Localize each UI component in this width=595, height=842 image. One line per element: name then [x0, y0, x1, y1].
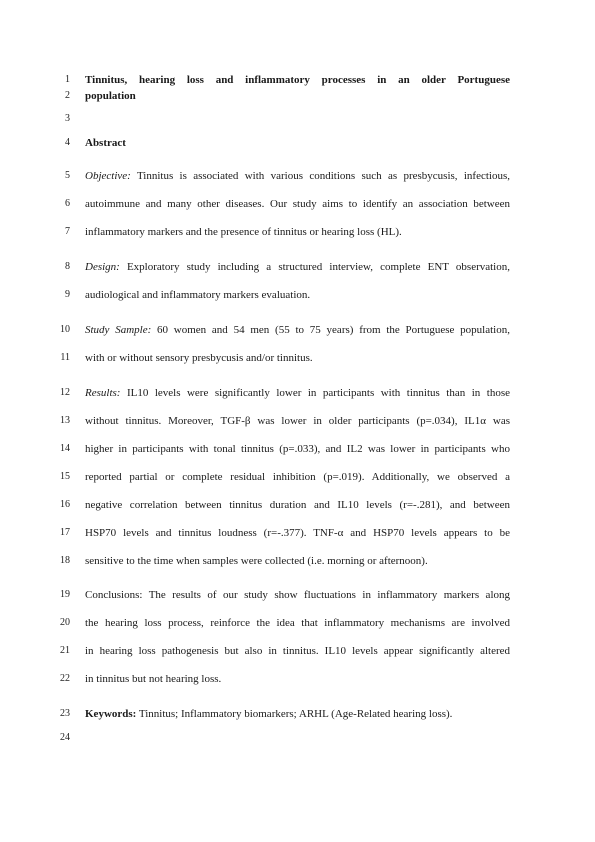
line-text — [85, 135, 510, 151]
line-number: 1 — [65, 74, 70, 85]
manuscript-line — [0, 615, 595, 631]
line-number: 9 — [65, 289, 70, 300]
line-text — [85, 643, 510, 659]
line-number: 13 — [60, 415, 70, 426]
body-text: negative correlation between tinnitus duration and IL10 levels (r=-.281), and between — [85, 499, 510, 511]
bold-text: population — [85, 90, 136, 102]
line-number: 19 — [60, 589, 70, 600]
line-text — [85, 224, 510, 240]
body-text: Exploratory study including a structured interview, complete ENT observation, — [119, 261, 510, 273]
line-text — [85, 196, 510, 212]
manuscript-line — [0, 525, 595, 541]
line-number: 17 — [60, 527, 70, 538]
line-text — [85, 706, 510, 722]
line-text — [85, 671, 510, 687]
manuscript-line — [0, 168, 595, 184]
body-text: Conclusions: The results of our study show fluctuations in inflammatory markers along — [85, 589, 510, 601]
line-number: 11 — [60, 352, 70, 363]
body-text: Tinnitus is associated with various conditions such as presbycusis, infectious, — [130, 170, 510, 182]
line-number: 5 — [65, 170, 70, 181]
line-text — [85, 413, 510, 429]
manuscript-line — [0, 469, 595, 485]
line-number: 6 — [65, 198, 70, 209]
line-number: 7 — [65, 226, 70, 237]
line-number: 3 — [65, 113, 70, 124]
manuscript-line — [0, 350, 595, 366]
body-text: with or without sensory presbycusis and/or tinnitus. — [85, 352, 313, 364]
line-text — [85, 525, 510, 541]
line-text — [85, 587, 510, 603]
bold-text: Tinnitus, hearing loss and inflammatory processes in an older Portuguese — [85, 74, 510, 86]
body-text: HSP70 levels and tinnitus loudness (r=-.377). TNF-α and HSP70 levels appears to be — [85, 527, 510, 539]
line-text — [85, 615, 510, 631]
manuscript-line — [0, 385, 595, 401]
body-text: in tinnitus but not hearing loss. — [85, 673, 222, 685]
line-text — [85, 259, 510, 275]
line-number: 23 — [60, 708, 70, 719]
line-number: 22 — [60, 673, 70, 684]
line-text — [85, 350, 510, 366]
line-text — [85, 441, 510, 457]
line-number: 2 — [65, 90, 70, 101]
italic-label: Results: — [85, 387, 121, 399]
body-text: higher in participants with tonal tinnitus (p=.033), and IL2 was lower in participants who — [85, 443, 510, 455]
line-number: 10 — [60, 324, 70, 335]
line-number: 4 — [65, 137, 70, 148]
manuscript-line — [0, 671, 595, 687]
line-text — [85, 553, 510, 569]
line-number: 8 — [65, 261, 70, 272]
manuscript-line — [0, 224, 595, 240]
bold-text: Abstract — [85, 137, 126, 149]
body-text: 60 women and 54 men (55 to 75 years) from the Portuguese population, — [151, 324, 510, 336]
body-text: without tinnitus. Moreover, TGF-β was lower in older participants (p=.034), IL1α was — [85, 415, 510, 427]
body-text: audiological and inflammatory markers evaluation. — [85, 289, 311, 301]
manuscript-line — [0, 88, 595, 104]
manuscript-line — [0, 196, 595, 212]
manuscript-line — [0, 497, 595, 513]
line-number: 14 — [60, 443, 70, 454]
body-text: reported partial or complete residual inhibition (p=.019). Additionally, we observed a — [85, 471, 510, 483]
italic-label: Design: — [85, 261, 120, 273]
line-number: 18 — [60, 555, 70, 566]
italic-label: Study Sample: — [85, 324, 152, 336]
manuscript-line — [0, 553, 595, 569]
line-text — [85, 168, 510, 184]
line-text — [85, 287, 510, 303]
body-text: Tinnitus; Inflammatory biomarkers; ARHL (Age-Related hearing loss). — [136, 708, 453, 720]
line-text — [85, 385, 510, 401]
manuscript-line — [0, 322, 595, 338]
body-text: sensitive to the time when samples were collected (i.e. morning or afternoon). — [85, 555, 428, 567]
bold-text: Keywords: — [85, 708, 137, 720]
line-text — [85, 322, 510, 338]
manuscript-line — [0, 643, 595, 659]
line-number: 21 — [60, 645, 70, 656]
manuscript-line — [0, 111, 595, 127]
line-number: 15 — [60, 471, 70, 482]
manuscript-line — [0, 72, 595, 88]
manuscript-line — [0, 413, 595, 429]
manuscript-line — [0, 287, 595, 303]
body-text: the hearing loss process, reinforce the idea that inflammatory mechanisms are involved — [85, 617, 510, 629]
line-text — [85, 497, 510, 513]
line-number: 12 — [60, 387, 70, 398]
manuscript-line — [0, 706, 595, 722]
manuscript-line — [0, 441, 595, 457]
body-text: inflammatory markers and the presence of tinnitus or hearing loss (HL). — [85, 226, 402, 238]
manuscript-line — [0, 730, 595, 746]
line-number: 16 — [60, 499, 70, 510]
line-text — [85, 88, 510, 104]
body-text: in hearing loss pathogenesis but also in tinnitus. IL10 levels appear significantly altered — [85, 645, 510, 657]
line-text — [85, 72, 510, 88]
line-number: 24 — [60, 732, 70, 743]
body-text: autoimmune and many other diseases. Our study aims to identify an association between — [85, 198, 510, 210]
manuscript-line — [0, 135, 595, 151]
manuscript-line — [0, 587, 595, 603]
italic-label: Objective: — [85, 170, 131, 182]
body-text: IL10 levels were significantly lower in participants with tinnitus than in those — [120, 387, 510, 399]
line-number: 20 — [60, 617, 70, 628]
manuscript-line — [0, 259, 595, 275]
line-text — [85, 469, 510, 485]
